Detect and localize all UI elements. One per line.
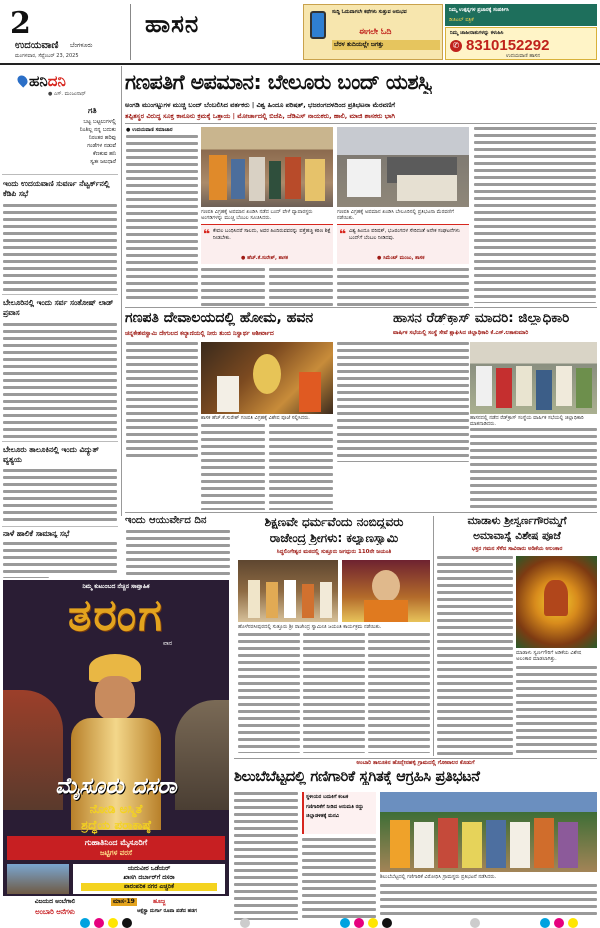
ad1-bottom-text: ಬೆರಳ ತುದಿಯಲ್ಲೇ ಜಗತ್ತು (332, 40, 440, 50)
redcross-body-col1 (393, 342, 465, 460)
kalyana-caption: ಹೊಳೆನರಸೀಪುರದಲ್ಲಿ ಸುತ್ತೂರು ಶ್ರೀ ರಾಜೇಂದ್ರ ಸ್ವಾಮೀಜಿ ಜಯಂತಿ ಕಾರ್ಯಕ್ರಮ ನಡೆಯಿತು. (238, 624, 382, 630)
kalyana-photo-stage (238, 560, 338, 622)
taranga-ad[interactable] (3, 580, 229, 920)
taranga-tag: ವಾರ (163, 640, 173, 647)
masthead-city: ಬೆಂಗಳೂರು (70, 42, 93, 49)
poem-line: ನಿರಂತರ ಹರಿವು (88, 135, 116, 141)
lead-dateline: ● ಉದಯವಾಣಿ ಸಮಾಚಾರ (126, 127, 173, 133)
taranga-band-text: ಗುಹಾತಿನಿಂದ ಮೈಸೂರಿಗೆ (84, 838, 148, 847)
lead-body-col4 (474, 127, 596, 303)
bottom-kicker: ಅಂಬಾರಿ ತಾಲೂಕಿನ ಹೊನ್ನೇನಹಳ್ಳಿ ಗ್ರಾಮದಲ್ಲಿ ಗೋಪಾಲರ ಕೊಡುಗೆ (356, 760, 475, 766)
masthead-rule (0, 63, 600, 65)
sidebar-story2-headline: ಬೇಲೂರಿನಲ್ಲಿ ಇಂದು ಸರ್ವ ಸಂತೋಷ್ ಲಾಡ್ ಪ್ರವಾಸ (3, 298, 114, 317)
amavasya-subhead: ಭಕ್ತರ ಗಮನ ಸೆಳೆದ ಸಾವಿರಾರು ಅಡಿಕೆಯ ಅಲಂಕಾರ (471, 546, 563, 552)
quote-2-text: ವಿಶ್ವ ಹಿಂದೂ ಪರಿಷತ್, ಭಜರಂಗದಳ ಸೇರಿದಂತೆ ಅನೇಕ ಸಂಘಟನೆಗಳು ಬಂದ್‌ಗೆ ಬೆಂಬಲ ನೀಡಿದವು. (349, 228, 460, 241)
masthead (0, 0, 600, 62)
ayurveda-body (126, 530, 230, 575)
amavasya-headline-2: ಅಮಾವಾಸ್ಯೆ ವಿಶೇಷ ಪೂಜೆ (473, 531, 561, 542)
bottom-body-col3 (380, 884, 597, 920)
phone-icon (310, 11, 326, 39)
kalyana-body-col2 (303, 633, 365, 753)
masthead-ad-digital[interactable] (445, 4, 597, 26)
sidebar-story3-headline: ಬೇಲೂರು ತಾಲೂಕಿನಲ್ಲಿ ಇಂದು ವಿದ್ಯುತ್ ವ್ಯತ್ಯಯ (3, 445, 99, 464)
taranga-footer3: ಹೂಜ್ಜ (153, 898, 166, 905)
sidebar-story2-body (3, 323, 117, 438)
ganapathi-body-col1 (126, 342, 198, 460)
quote-mark-icon: ❝ (203, 227, 211, 241)
taranga-band (7, 836, 225, 860)
bottom-body-col2 (302, 838, 376, 920)
sidebar-byline: ● ಎಸ್. ಮಂಜುನಾಥ್ (48, 91, 86, 97)
lead-caption-2: ಗಣಪತಿ ವಿಗ್ರಹಕ್ಕೆ ಅಪಮಾನ ಖಂಡಿಸಿ ಬೇಲೂರಿನಲ್ಲಿ ಪ್ರತಿಭಟನಾ ಮೆರವಣಿಗೆ ನಡೆಯಿತು. (337, 209, 454, 221)
bullet-item: ಜಿಲ್ಲಾಡಳಿತಕ್ಕೆ ಮನವಿ (306, 813, 339, 819)
poem-line: ಗಂಡೆಗಳ ನಡುವೆ (87, 143, 116, 149)
kalyana-body-col3 (368, 633, 430, 753)
page-number: 2 (10, 6, 31, 41)
taranga-footer1: ವಿಜಯದ ಅಂಬೆಗಾಲಿ (34, 898, 76, 905)
taranga-issue: ಮಾಸ-19 (113, 898, 135, 905)
lead-body-col2 (201, 268, 265, 306)
masthead-ad-reading[interactable] (303, 4, 443, 60)
bottom-bullets (302, 792, 376, 834)
taranga-box1: ಯದುವೀರ ಒಡೆಯರ್ (127, 865, 171, 872)
quote-2-byline: ● ಸಿಮೆಂಟ್ ಮಂಜು, ಶಾಸಕ (377, 255, 425, 261)
drop-icon (15, 73, 29, 87)
ad2-sub: ಡಿಜಿಟಲ್ ಪತ್ರಿಕೆ (449, 17, 474, 23)
taranga-footer (3, 896, 229, 920)
sidebar-story1-headline: ಇಂದು ಉದಯವಾಣಿ ಸುವರ್ಣ ನೆಟ್ವರ್ಕ್‌ನಲ್ಲಿ ಕೆಡಿಪಿ ಸಭೆ (3, 179, 110, 198)
quote-1-text: ಕೇವಲ ಬಂಧಿಸಿದರೆ ಸಾಲದು, ಅವರ ಹಿಂದಿರುವವರನ್ನು ಪತ್ತೆಹಚ್ಚಿ ಕಠಿಣ ಶಿಕ್ಷೆ ನೀಡಬೇಕು. (213, 228, 331, 241)
lead-quote-2 (337, 224, 469, 264)
taranga-box (73, 864, 225, 894)
kalyana-body-col1 (238, 633, 300, 753)
ganapathi-body-col2 (201, 424, 265, 510)
ganapathi-caption: ಶಾಸಕ ಹೆಚ್.ಕೆ.ಸುರೇಶ್ ಗಣಪತಿ ವಿಗ್ರಹಕ್ಕೆ ವಿಶೇಷ ಪೂಜೆ ಸಲ್ಲಿಸಿದರು. (201, 415, 310, 421)
lead-caption-1: ಗಣಪತಿ ವಿಗ್ರಹಕ್ಕೆ ಅಪಮಾನ ಖಂಡಿಸಿ ನಡೆದ ಬಂದ್ ವೇಳೆ ವ್ಯಾಪಾರಸ್ಥರು ಅಂಗಡಿಗಳನ್ನು ಮುಚ್ಚಿ ಬೆಂಬಲ ಸೂಚಿಸಿದರು. (201, 209, 313, 221)
taranga-box2: ಖಾಸಗಿ ದರ್ಬಾರ್‌ಗೆ ದಸರಾ (123, 874, 175, 881)
redcross-headline: ಹಾಸನ ರೆಡ್‌ಕ್ರಾಸ್ ಮಾದರಿ: ಜಿಲ್ಲಾಧಿಕಾರಿ (393, 311, 597, 325)
kalyana-subhead: ಸಿದ್ಧಲಿಂಗೇಶ್ವರ ಮಠದಲ್ಲಿ ಸುತ್ತೂರು ಜಗದ್ಗುರು 110ನೇ ಜಯಂತಿ (276, 549, 392, 555)
ad-phone-number[interactable]: 8310152292 (466, 37, 550, 54)
ad1-top-text: ಸುದ್ದಿ ಓದುವಾಗಲೇ ಕಥೆಗಳು ಸುತ್ತುವ ಅನುಭವ (332, 9, 407, 15)
sidebar-story4-headline: ನಾಳೆ ಹಾಲಿಕೆ ಸಾಮಾನ್ಯ ಸಭೆ (3, 530, 70, 538)
lead-body-col1 (126, 135, 198, 300)
redcross-caption: ಹಾಸನದಲ್ಲಿ ನಡೆದ ರೆಡ್‌ಕ್ರಾಸ್ ಸಂಸ್ಥೆಯ ವಾರ್ಷಿಕ ಸಭೆಯಲ್ಲಿ ಜಿಲ್ಲಾಧಿಕಾರಿ ಮಾತನಾಡಿದರು. (470, 415, 584, 427)
bottom-photo-protest (380, 792, 597, 872)
phone-circle-icon: ✆ (450, 40, 462, 52)
poem-line: ಕೆಣಕುವ ಹನಿ (93, 151, 116, 157)
brand-prefix: ಹನಿ (29, 72, 48, 90)
taranga-line2: ಶ್ರದ್ಧೆಯ ಪರಾಕಾಷ್ಠೆ (81, 818, 151, 832)
redcross-photo (470, 342, 597, 414)
amavasya-headline-1: ಮಾಡಾಳು ಶ್ರೀಸ್ವರ್ಣಗೌರಮ್ಮಗೆ (467, 516, 567, 527)
ganapathi-subhead: ಚನ್ನಕೇಶವಸ್ವಾಮಿ ದೇಗುಲದ ಕಲ್ಯಾಣಿಯಲ್ಲಿ ನೀರು ತುಂಬಿ ನಿಸ್ವಾರ್ಥ ಆಶೀರ್ವಾದ (125, 330, 274, 337)
bottom-headline: ಶಿಲುಬೆಬೆಟ್ಟದಲ್ಲಿ ಗಣಿಗಾರಿಕೆ ಸ್ಥಗಿತಕ್ಕೆ ಆಗ್ರಹಿಸಿ ಪ್ರತಿಭಟನೆ (234, 770, 480, 785)
ad2-text: ನಿಮ್ಮ ಉತ್ಪನ್ನಗಳ ಪ್ರಚಾರಕ್ಕೆ ಸಂಪರ್ಕಿಸಿ (449, 7, 509, 13)
amavasya-photo (516, 556, 597, 648)
section-title: ಹಾಸನ (145, 10, 200, 38)
kalyana-headline-2: ರಾಜೇಂದ್ರ ಶ್ರೀಗಳು: ಕಲ್ಯಾಣಸ್ವಾಮಿ (269, 532, 399, 545)
kalyana-photo-portrait (342, 560, 430, 622)
kalyana-headline-1: ಶಿಕ್ಷಣವೇ ಧರ್ಮವೆಂದು ನಂಬಿದ್ದವರು (264, 516, 404, 529)
poem-line: ಬಟ್ಟ ಬಟ್ಟಲುಗಳಲ್ಲಿ (83, 119, 116, 125)
paper-name: ಉದಯವಾಣಿ (15, 40, 59, 51)
poem-line: ಸ್ವತಃ ಜಲಧಾರೆ (90, 159, 116, 165)
redcross-body-col2 (470, 428, 597, 508)
taranga-elephant-thumb (7, 864, 69, 894)
taranga-festival-title: ಮೈಸೂರು ದಸರಾ (55, 774, 177, 799)
brand-suffix: ದನಿ (47, 72, 66, 90)
lead-body-col3 (269, 268, 333, 306)
redcross-subhead: ವಾರ್ಷಿಕ ಸಭೆಯಲ್ಲಿ ಸಂಸ್ಥೆ ಸೇವೆ ಶ್ಲಾಘಿಸಿದ ಜಿಲ್ಲಾಧಿಕಾರಿ ಕೆ.ಎಸ್.ಲತಾಕುಮಾರಿ (393, 330, 529, 336)
registration-marks (0, 918, 600, 928)
bullet-item: ಗಣಿಗಾರಿಕೆಗೆ ನೀಡಿದ ಅನುಮತಿ ರದ್ದು (306, 803, 364, 810)
taranga-footer4: ಆಕ್ಸೆಸ್ಟ್ರಾ ದುರ್ಗಾ ರೂಪಾ ಪಡೆದ ಹಡಗ (137, 908, 197, 914)
sidebar-poem (30, 118, 116, 166)
quote-1-byline: ● ಹೆಚ್.ಕೆ.ಸುರೇಶ್, ಶಾಸಕ (241, 255, 288, 261)
ganapathi-body-col3 (269, 424, 333, 510)
lead-photo-march (337, 127, 469, 207)
sidebar-brand (18, 72, 66, 90)
lead-subhead-2: ತಪ್ಪಿತಸ್ಥರ ವಿರುದ್ಧ ಸೂಕ್ತ ಕಾನೂನು ಕ್ರಮಕ್ಕೆ ಒತ್ತಾಯ | ಮೋರ್ಚಾದಲ್ಲಿ ಬಿಜೆಪಿ, ಜೆಡಿಎಸ್ ನಾಯಕರು, ಹಾಲಿ, ಮಾಜಿ ಶಾಸಕರು ಭಾಗಿ (125, 112, 395, 120)
lead-subhead-1: ಅಂಗಡಿ ಮುಂಗಟ್ಟುಗಳ ಮುಚ್ಚಿ ಬಂದ್ ಬೆಂಬಲಿಸಿದ ವರ್ತಕರು | ವಿಶ್ವ ಹಿಂದೂ ಪರಿಷತ್, ಭಜರಂಗದಳದಿಂದ ಪ್ರತಿಭಟನಾ ಮೆರವಣಿಗೆ (125, 101, 396, 109)
taranga-band-text2: ಜಟ್ಟಿಗಳ ವರಸೆ (100, 849, 132, 857)
bottom-body-col1 (234, 792, 298, 920)
masthead-date: ಮಂಗಳವಾರ, ಸೆಪ್ಟೆಂಬರ್ 23, 2025 (15, 53, 79, 59)
masthead-ad-phone[interactable] (445, 27, 597, 60)
ganapathi-headline: ಗಣಪತಿ ದೇವಾಲಯದಲ್ಲಿ ಹೋಮ, ಹವನ (125, 311, 314, 326)
lead-body-col3b (337, 268, 469, 306)
lead-quote-1 (201, 224, 333, 264)
ganapathi-photo (201, 342, 333, 414)
poem-line: ನಿಂತಿಲ್ಲ ನನ್ನ ಬದುಕು (79, 127, 116, 133)
amavasya-caption: ಮಾಡಾಳು ಸ್ವರ್ಣಗೌರಿಗೆ ಅಡಿಕೆಯ ವಿಶೇಷ ಅಲಂಕಾರ ಮಾಡಲಾಗಿತ್ತು. (516, 650, 582, 662)
amavasya-body-col1 (437, 556, 513, 756)
amavasya-body-col2 (516, 666, 597, 756)
sidebar-topic: ಗತಿ (88, 106, 97, 115)
sidebar-story3-body (3, 469, 117, 524)
taranga-box3: ಪಾರಂಪರಿಕ ನಗರ ಎಚ್ಚರಿಕೆ (81, 883, 217, 891)
sidebar-story4-body (3, 542, 117, 578)
ad3-text: ನಿಮ್ಮ ಜಾಹೀರಾತುಗಳನ್ನು ಕಳುಹಿಸಿ (450, 30, 504, 36)
ad3-sub: ಉದಯವಾಣಿ ಹಾಸನ (506, 53, 540, 59)
taranga-footer2: ಅಂಬಾರಿ ಆನೆಗಳು (35, 908, 75, 916)
ad1-cta: ಈಗಲೇ ಓದಿ (359, 27, 392, 36)
taranga-tagline: ನಿಮ್ಮ ಕುಟುಂಬದ ನೆಚ್ಚಿನ ಸಾಪ್ತಾಹಿಕ (82, 583, 150, 590)
taranga-title: ತರಂಗ (68, 590, 164, 641)
bullet-item: ಸ್ಥಳೀಯರ ಬದುಕಿಗೆ ಕಂಟಕ (306, 794, 349, 800)
taranga-line1: ನೋಡಿ ಅಸ್ಮಿತೆ (89, 802, 143, 816)
sidebar-story1-body (3, 204, 117, 292)
lead-headline: ಗಣಪತಿಗೆ ಅಪಮಾನ: ಬೇಲೂರು ಬಂದ್ ಯಶಸ್ವಿ (125, 72, 433, 94)
ayurveda-headline: ಇಂದು ಆಯುರ್ವೇದ ದಿನ (125, 516, 207, 526)
quote-mark-icon: ❝ (339, 227, 347, 241)
lead-photo-shops (201, 127, 333, 207)
bottom-caption: ಶಿಲುಬೆಬೆಟ್ಟದಲ್ಲಿ ಗಣಿಗಾರಿಕೆ ವಿರೋಧಿಸಿ ಗ್ರಾಮಸ್ಥರು ಪ್ರತಿಭಟನೆ ನಡೆಸಿದರು. (380, 874, 497, 880)
